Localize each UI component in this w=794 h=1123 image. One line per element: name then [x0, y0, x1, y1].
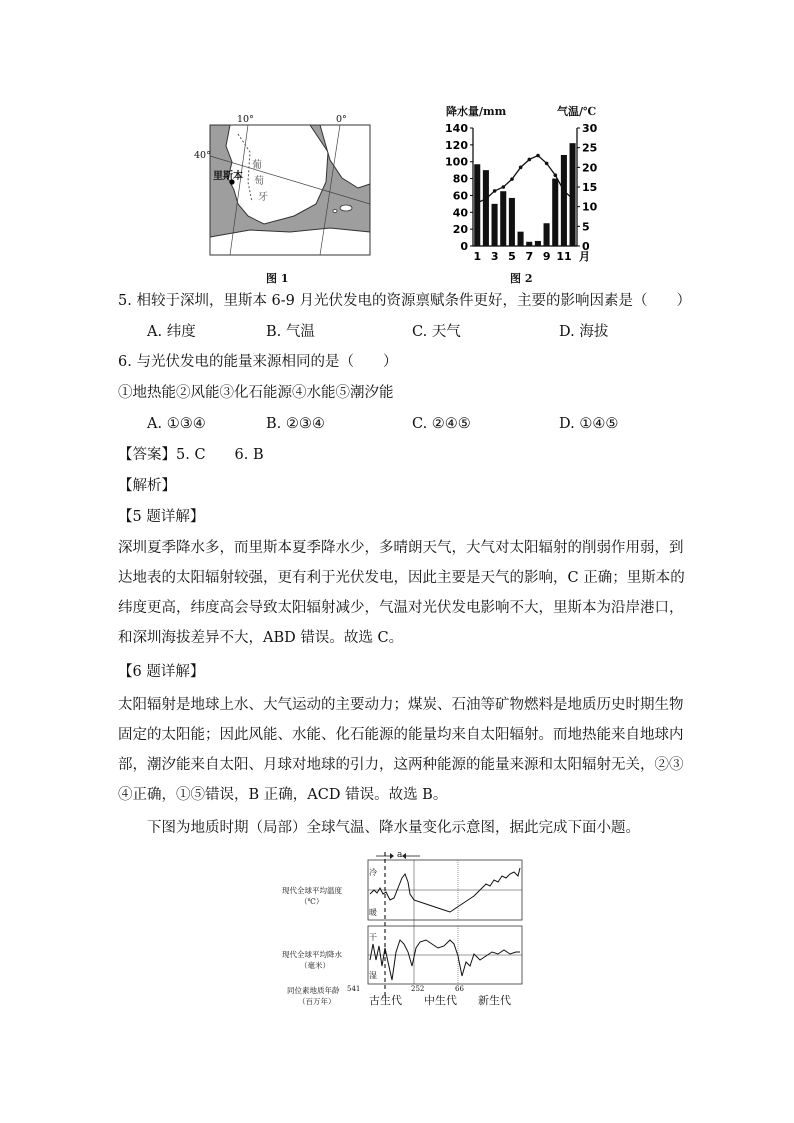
q6-stem: 6. 与光伏发电的能量来源相同的是（ ）: [118, 354, 398, 370]
chart3-wet: 湿: [369, 971, 377, 980]
right-tick-label: 15: [582, 181, 598, 194]
x-tick-label: 9: [542, 250, 551, 263]
chart3-era-mesozoic: 中生代: [424, 994, 457, 1007]
q6-option-d: D. ①④⑤: [559, 416, 619, 432]
precip-bar: [474, 164, 480, 246]
x-axis-unit: 月: [579, 250, 590, 263]
chart3-a-label: a: [397, 850, 403, 860]
left-tick-label: 20: [452, 223, 468, 237]
figure-1-map: [190, 112, 380, 282]
q5-detail-body: [118, 533, 685, 653]
chart3-age-252: 252: [411, 985, 425, 993]
climate-chart: [440, 118, 610, 268]
precip-bar: [561, 155, 567, 246]
chart3-age-label-2: （百万年）: [298, 997, 336, 1006]
x-tick-label: 1: [473, 250, 482, 263]
precip-bar: [492, 204, 498, 246]
left-tick-label: 60: [452, 189, 468, 203]
chart3-warm: 暖: [369, 908, 377, 917]
precip-bar: [544, 223, 550, 246]
left-tick-label: 100: [445, 155, 468, 169]
left-tick-label: 0: [460, 240, 468, 253]
map-region-char-1: 葡: [252, 160, 262, 171]
q5-option-b: B. 气温: [266, 324, 315, 340]
left-tick-label: 140: [445, 122, 468, 135]
temperature-point: [562, 189, 566, 193]
right-tick-label: 10: [582, 200, 598, 214]
q5-detail-line: 深圳夏季降水多，而里斯本夏季降水少，多晴朗天气，大气对太阳辐射的削弱作用弱，到: [118, 540, 684, 556]
intro-text: 下图为地质时期（局部）全球气温、降水量变化示意图，据此完成下面小题。: [147, 820, 640, 836]
q6-detail-line: 固定的太阳能；因此风能、水能、化石能源的能量均来自太阳辐射。而地热能来自地球内: [118, 727, 684, 743]
x-tick-label: 5: [508, 250, 516, 263]
q5-detail-line: 达地表的太阳辐射较强，更有利于光伏发电，因此主要是天气的影响，C 正确；里斯本的: [118, 570, 685, 586]
q6-detail-body: [118, 690, 684, 810]
map-lon-0: 0°: [336, 114, 347, 125]
precip-bar: [535, 241, 541, 246]
q6-option-b: B. ②③④: [266, 416, 325, 432]
right-tick-label: 0: [582, 240, 590, 253]
left-tick-label: 120: [445, 138, 468, 152]
temperature-point: [493, 189, 497, 193]
chart3-age-label-1: 同位素地质年龄: [287, 986, 340, 995]
chart3-age-541: 541: [347, 985, 361, 993]
precip-bar: [518, 232, 524, 246]
q5-detail-label: 【5 题详解】: [118, 509, 205, 525]
temperature-point: [519, 166, 523, 170]
chart3-cold: 冷: [369, 868, 377, 877]
x-tick-label: 3: [490, 250, 499, 263]
q5-option-d: D. 海拔: [559, 324, 609, 340]
temperature-point: [528, 158, 532, 162]
chart3-precip-label-2: （毫米）: [300, 961, 330, 970]
q6-option-c: C. ②④⑤: [412, 416, 471, 432]
chart3-temp-label-1: 现代全球平均温度: [282, 886, 342, 895]
q5-detail-line: 和深圳海拔差异不大，ABD 错误。故选 C。: [118, 630, 404, 646]
q5-stem: 5. 相较于深圳，里斯本 6-9 月光伏发电的资源禀赋条件更好，主要的影响因素是（ ）: [118, 293, 692, 309]
temperature-point: [484, 197, 488, 201]
temperature-point: [536, 154, 540, 158]
chart3-age-66: 66: [455, 985, 464, 993]
q5-option-c: C. 天气: [412, 324, 461, 340]
figure-1-caption: 图 1: [266, 272, 289, 285]
precip-bar: [570, 143, 576, 246]
figure-2-caption: 图 2: [510, 272, 533, 285]
right-tick-label: 20: [582, 161, 598, 175]
temperature-point: [510, 177, 514, 181]
right-tick-label: 30: [582, 122, 598, 135]
q5-option-a: A. 纬度: [147, 324, 196, 340]
chart3-dry: 干: [369, 933, 377, 942]
map-lat-40: 40°: [194, 150, 211, 161]
precip-bar: [483, 170, 489, 246]
temperature-point: [554, 173, 558, 177]
q6-option-a: A. ①③④: [147, 416, 206, 432]
q6-detail-line: 太阳辐射是地球上水、大气运动的主要动力；煤炭、石油等矿物燃料是地质历史时期生物: [118, 697, 684, 713]
precip-bar: [526, 242, 532, 246]
map-region-char-2: 萄: [254, 176, 264, 187]
temperature-line: [477, 156, 572, 203]
chart3-era-cenozoic: 新生代: [478, 994, 511, 1007]
precip-bar: [552, 179, 558, 246]
chart3-temp-label-2: （℃）: [300, 897, 324, 906]
map-lon-10: 10°: [237, 114, 254, 125]
analysis-label: 【解析】: [118, 478, 176, 494]
q6-detail-line: 部，潮汐能来自太阳、月球对地球的引力，这两种能源的能量来源和太阳辐射无关，②③: [118, 757, 684, 773]
temperature-point: [545, 162, 549, 166]
temperature-point: [571, 197, 575, 201]
right-tick-label: 25: [582, 141, 598, 155]
chart3-era-paleozoic: 古生代: [369, 994, 402, 1007]
right-tick-label: 5: [582, 220, 590, 234]
left-tick-label: 80: [452, 172, 468, 186]
temperature-point: [476, 201, 480, 205]
x-tick-label: 7: [525, 250, 534, 263]
q6-detail-label: 【6 题详解】: [118, 664, 205, 680]
chart-right-axis-title: 气温/℃: [557, 105, 597, 118]
temperature-point: [502, 185, 506, 189]
q6-detail-line: ④正确，①⑤错误，B 正确，ACD 错误。故选 B。: [118, 787, 448, 803]
q6-items: ①地热能②风能③化石能源④水能⑤潮汐能: [118, 385, 394, 401]
left-tick-label: 40: [452, 206, 468, 220]
climate-chart-svg: [440, 118, 610, 268]
precip-bar: [500, 191, 506, 246]
chart-left-axis-title: 降水量/mm: [446, 105, 507, 118]
map-region-char-3: 牙: [258, 192, 268, 203]
x-tick-label: 11: [556, 250, 572, 263]
map-city-label: 里斯本: [213, 171, 243, 182]
q5-detail-line: 纬度更高，纬度高会导致太阳辐射减少，气温对光伏发电影响不大，里斯本为沿岸港口，: [118, 600, 684, 616]
answer-line: 【答案】5. C 6. B: [118, 447, 264, 463]
chart3-precip-label-1: 现代全球平均降水: [282, 950, 342, 959]
precip-bar: [509, 198, 515, 246]
